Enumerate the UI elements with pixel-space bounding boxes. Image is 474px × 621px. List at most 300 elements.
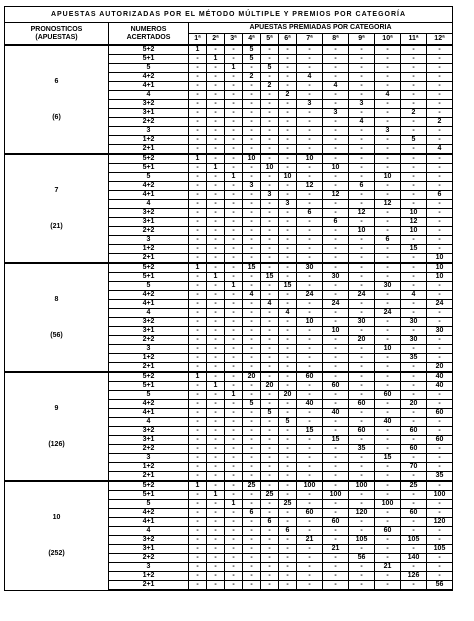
prize-count-cell: - (189, 73, 207, 82)
prize-count-cell: 105 (349, 536, 375, 545)
prize-count-cell: - (225, 145, 243, 155)
prize-count-cell: 1 (189, 372, 207, 382)
prize-count-cell: - (427, 354, 453, 363)
aciertos-cell: 2+2 (109, 554, 189, 563)
apuestas-count: (21) (50, 222, 63, 230)
aciertos-cell: 3+2 (109, 427, 189, 436)
prize-count-cell: - (323, 127, 349, 136)
prize-count-cell: - (261, 509, 279, 518)
prize-count-cell: - (427, 318, 453, 327)
prize-count-cell: - (279, 463, 297, 472)
prize-count-cell: - (225, 236, 243, 245)
prize-count-cell: - (207, 336, 225, 345)
prize-count-cell: - (261, 109, 279, 118)
prize-count-cell: - (401, 282, 427, 291)
aciertos-cell: 2+1 (109, 254, 189, 264)
prize-count-cell: - (207, 363, 225, 373)
prize-count-cell: - (243, 109, 261, 118)
prize-count-cell: - (297, 164, 323, 173)
prize-count-cell: 20 (401, 400, 427, 409)
prize-count-cell: - (225, 73, 243, 82)
prize-count-cell: - (375, 427, 401, 436)
prize-count-cell: 40 (427, 382, 453, 391)
prize-count-cell: - (349, 463, 375, 472)
prize-count-cell: - (225, 436, 243, 445)
prize-count-cell: - (279, 581, 297, 591)
prize-count-cell: - (261, 200, 279, 209)
prize-count-cell: 60 (401, 427, 427, 436)
prize-count-cell: - (349, 136, 375, 145)
prize-count-cell: - (243, 345, 261, 354)
prize-count-cell: - (297, 227, 323, 236)
category-header-5: 5ª (261, 34, 279, 46)
prize-count-cell: - (189, 91, 207, 100)
prize-count-cell: 30 (401, 336, 427, 345)
prize-count-cell: - (225, 554, 243, 563)
prize-count-cell: - (323, 336, 349, 345)
category-header-1: 1ª (189, 34, 207, 46)
prize-count-cell: - (243, 82, 261, 91)
aciertos-cell: 1+2 (109, 245, 189, 254)
prize-count-cell: - (427, 109, 453, 118)
prize-count-cell: - (243, 236, 261, 245)
prize-count-cell: 10 (401, 209, 427, 218)
aciertos-cell: 2+2 (109, 336, 189, 345)
prize-count-cell: - (243, 500, 261, 509)
prize-count-cell: - (189, 318, 207, 327)
prize-count-cell: 10 (297, 318, 323, 327)
prize-count-cell: - (427, 82, 453, 91)
prize-count-cell: - (189, 100, 207, 109)
prize-count-cell: - (207, 82, 225, 91)
prize-count-cell: - (349, 254, 375, 264)
prize-count-cell: 4 (375, 91, 401, 100)
prize-count-cell: - (323, 209, 349, 218)
prize-count-cell: 25 (401, 481, 427, 491)
prize-count-cell: - (427, 200, 453, 209)
prize-count-cell: 40 (297, 400, 323, 409)
prize-count-cell: - (375, 182, 401, 191)
prize-count-cell: - (225, 463, 243, 472)
prize-count-cell: - (225, 82, 243, 91)
prize-count-cell: - (297, 64, 323, 73)
category-header-12: 12ª (427, 34, 453, 46)
apuestas-count: (126) (48, 440, 65, 448)
prize-count-cell: - (323, 354, 349, 363)
prize-count-cell: - (297, 491, 323, 500)
prize-count-cell: - (261, 345, 279, 354)
prize-count-cell: - (279, 336, 297, 345)
prize-count-cell: 105 (401, 536, 427, 545)
prize-count-cell: - (427, 154, 453, 164)
table-row (5, 154, 453, 164)
prize-count-cell: - (207, 327, 225, 336)
aciertos-cell: 4 (109, 91, 189, 100)
prize-count-cell: - (279, 572, 297, 581)
prize-count-cell: - (349, 200, 375, 209)
prize-count-cell: - (207, 127, 225, 136)
prize-count-cell: - (349, 518, 375, 527)
header-numeros (109, 23, 189, 46)
prize-count-cell: - (349, 327, 375, 336)
prize-count-cell: - (427, 391, 453, 400)
prize-count-cell: - (323, 563, 349, 572)
table-row (5, 45, 453, 55)
aciertos-cell: 2+2 (109, 118, 189, 127)
prize-count-cell: - (323, 363, 349, 373)
prize-count-cell: - (207, 545, 225, 554)
prize-count-cell: 60 (349, 400, 375, 409)
prize-count-cell: - (189, 572, 207, 581)
prize-count-cell: 2 (401, 109, 427, 118)
prize-count-cell: - (243, 200, 261, 209)
prize-count-cell: - (243, 273, 261, 282)
prize-count-cell: - (349, 45, 375, 55)
prize-count-cell: - (243, 518, 261, 527)
prize-count-cell: - (207, 527, 225, 536)
prize-count-cell: - (349, 127, 375, 136)
prize-count-cell: - (243, 436, 261, 445)
prize-count-cell: - (375, 191, 401, 200)
prize-count-cell: - (261, 472, 279, 482)
header-pronosticos (5, 23, 109, 46)
prize-count-cell: - (279, 273, 297, 282)
aciertos-cell: 4 (109, 200, 189, 209)
prize-count-cell: - (375, 273, 401, 282)
prize-count-cell: - (207, 191, 225, 200)
prize-count-cell: - (225, 318, 243, 327)
table-row (5, 481, 453, 491)
prize-count-cell: - (279, 445, 297, 454)
prize-count-cell: - (427, 454, 453, 463)
prize-count-cell: - (189, 545, 207, 554)
prize-count-cell: - (349, 563, 375, 572)
prize-count-cell: - (375, 363, 401, 373)
prize-count-cell: - (401, 309, 427, 318)
prize-count-cell: - (427, 554, 453, 563)
prize-count-cell: - (375, 545, 401, 554)
prize-count-cell: - (225, 91, 243, 100)
prize-count-cell: - (349, 418, 375, 427)
prize-count-cell: - (279, 427, 297, 436)
prize-count-cell: 10 (375, 173, 401, 182)
prize-count-cell: 10 (375, 345, 401, 354)
category-header-9: 9ª (349, 34, 375, 46)
prize-count-cell: - (243, 382, 261, 391)
prize-count-cell: - (225, 55, 243, 64)
prize-count-cell: - (297, 391, 323, 400)
prize-count-cell: - (225, 472, 243, 482)
aciertos-cell: 4+1 (109, 82, 189, 91)
prize-count-cell: 10 (401, 227, 427, 236)
prize-count-cell: - (189, 363, 207, 373)
prize-count-cell: - (189, 581, 207, 591)
prize-count-cell: 30 (297, 263, 323, 273)
prize-count-cell: - (207, 254, 225, 264)
prize-count-cell: - (297, 563, 323, 572)
aciertos-cell: 4 (109, 418, 189, 427)
prize-count-cell: 5 (243, 400, 261, 409)
prize-count-cell: 1 (225, 500, 243, 509)
prize-count-cell: - (225, 354, 243, 363)
prize-count-cell: - (427, 236, 453, 245)
prize-count-cell: 25 (243, 481, 261, 491)
prize-count-cell: - (375, 436, 401, 445)
prize-count-cell: - (349, 263, 375, 273)
prize-count-cell: - (261, 136, 279, 145)
prize-count-cell: - (323, 309, 349, 318)
aciertos-cell: 5 (109, 64, 189, 73)
prize-count-cell: - (323, 145, 349, 155)
prize-count-cell: - (279, 481, 297, 491)
prize-count-cell: - (261, 400, 279, 409)
prize-count-cell: - (427, 463, 453, 472)
prize-count-cell: - (189, 300, 207, 309)
prize-count-cell: 60 (323, 518, 349, 527)
prize-count-cell: - (225, 581, 243, 591)
prize-count-cell: - (225, 127, 243, 136)
prize-count-cell: 2 (243, 73, 261, 82)
prize-count-cell: - (401, 327, 427, 336)
prize-count-cell: - (375, 354, 401, 363)
prize-count-cell: - (427, 282, 453, 291)
prize-count-cell: - (261, 263, 279, 273)
prize-count-cell: - (225, 327, 243, 336)
prize-count-cell: - (323, 245, 349, 254)
aciertos-cell: 3+2 (109, 536, 189, 545)
prize-count-cell: - (375, 45, 401, 55)
prize-count-cell: 60 (375, 391, 401, 400)
prize-count-cell: - (279, 109, 297, 118)
prize-count-cell: - (243, 173, 261, 182)
prize-count-cell: - (243, 136, 261, 145)
aciertos-cell: 4+2 (109, 509, 189, 518)
prize-count-cell: - (401, 500, 427, 509)
prize-count-cell: - (243, 145, 261, 155)
prize-count-cell: - (207, 572, 225, 581)
prize-count-cell: - (207, 509, 225, 518)
prize-count-cell: - (427, 100, 453, 109)
apuestas-count: (6) (52, 113, 61, 121)
prize-count-cell: - (243, 409, 261, 418)
prize-count-cell: - (207, 300, 225, 309)
prize-count-cell: 60 (427, 409, 453, 418)
prize-count-cell: - (401, 64, 427, 73)
prize-count-cell: - (189, 273, 207, 282)
prize-count-cell: - (375, 581, 401, 591)
pronostico-number: 6 (54, 77, 59, 85)
prize-count-cell: 120 (427, 518, 453, 527)
prize-count-cell: - (189, 500, 207, 509)
prize-count-cell: - (323, 173, 349, 182)
prize-count-cell: - (427, 309, 453, 318)
prize-count-cell: - (225, 545, 243, 554)
prize-count-cell: - (323, 227, 349, 236)
prize-count-cell: - (225, 136, 243, 145)
prize-count-cell: - (243, 527, 261, 536)
prize-count-cell: - (189, 463, 207, 472)
prize-count-cell: - (323, 136, 349, 145)
prize-count-cell: - (427, 127, 453, 136)
prize-count-cell: - (225, 300, 243, 309)
prize-count-cell: - (189, 145, 207, 155)
prize-count-cell: - (323, 427, 349, 436)
prize-count-cell: - (189, 336, 207, 345)
prize-count-cell: - (279, 263, 297, 273)
prize-count-cell: - (297, 282, 323, 291)
aciertos-cell: 3+2 (109, 318, 189, 327)
prize-count-cell: 20 (243, 372, 261, 382)
prize-count-cell: 6 (349, 182, 375, 191)
prize-count-cell: - (375, 64, 401, 73)
prize-count-cell: 4 (261, 300, 279, 309)
prize-count-cell: - (261, 363, 279, 373)
prize-count-cell: 10 (427, 263, 453, 273)
prize-count-cell: - (297, 354, 323, 363)
prize-count-cell: - (279, 227, 297, 236)
prize-count-cell: - (349, 436, 375, 445)
prize-count-cell: 4 (323, 82, 349, 91)
prize-count-cell: - (297, 236, 323, 245)
prize-count-cell: - (401, 372, 427, 382)
prize-count-cell: 56 (349, 554, 375, 563)
prize-count-cell: - (261, 391, 279, 400)
prize-count-cell: 30 (375, 282, 401, 291)
prize-count-cell: - (401, 273, 427, 282)
prize-count-cell: - (323, 500, 349, 509)
pronostico-cell (5, 45, 109, 154)
prize-count-cell: - (375, 491, 401, 500)
prize-count-cell: 10 (297, 154, 323, 164)
prize-count-cell: 35 (427, 472, 453, 482)
prize-count-cell: 3 (323, 109, 349, 118)
prize-count-cell: - (297, 472, 323, 482)
prize-count-cell: - (207, 218, 225, 227)
prize-count-cell: - (189, 563, 207, 572)
prize-count-cell: - (261, 481, 279, 491)
prize-count-cell: - (279, 291, 297, 300)
prize-count-cell: 100 (349, 481, 375, 491)
prize-count-cell: - (261, 463, 279, 472)
prize-count-cell: - (375, 481, 401, 491)
prize-count-cell: - (297, 118, 323, 127)
prize-count-cell: - (297, 45, 323, 55)
prize-count-cell: - (349, 345, 375, 354)
category-header-8: 8ª (323, 34, 349, 46)
prize-count-cell: - (243, 227, 261, 236)
apuestas-count: (56) (50, 331, 63, 339)
prize-count-cell: - (279, 400, 297, 409)
aciertos-cell: 5+1 (109, 382, 189, 391)
prize-count-cell: - (323, 527, 349, 536)
prize-count-cell: - (323, 454, 349, 463)
prize-count-cell: - (261, 245, 279, 254)
prize-count-cell: - (261, 254, 279, 264)
prize-count-cell: - (189, 491, 207, 500)
prize-count-cell: - (297, 109, 323, 118)
prize-count-cell: - (243, 282, 261, 291)
prize-count-cell: - (189, 291, 207, 300)
prize-count-cell: - (349, 154, 375, 164)
prize-count-cell: - (207, 436, 225, 445)
prize-count-cell: 10 (279, 173, 297, 182)
aciertos-cell: 1+2 (109, 463, 189, 472)
prize-count-cell: - (401, 164, 427, 173)
prize-count-cell: - (297, 436, 323, 445)
prize-count-cell: - (401, 82, 427, 91)
prize-count-cell: - (243, 209, 261, 218)
prize-count-cell: 1 (189, 481, 207, 491)
prize-count-cell: - (323, 100, 349, 109)
prize-count-cell: - (279, 45, 297, 55)
aciertos-cell: 4 (109, 527, 189, 536)
prize-count-cell: 15 (375, 454, 401, 463)
aciertos-cell: 3 (109, 563, 189, 572)
prize-count-cell: - (323, 554, 349, 563)
pronostico-cell (5, 372, 109, 481)
prize-count-cell: 12 (323, 191, 349, 200)
prize-count-cell: - (225, 182, 243, 191)
prize-count-cell: 15 (243, 263, 261, 273)
prize-count-cell: - (225, 527, 243, 536)
prize-count-cell: 6 (243, 509, 261, 518)
prize-count-cell: - (401, 118, 427, 127)
prize-count-cell: - (225, 491, 243, 500)
prize-count-cell: - (375, 472, 401, 482)
prize-count-cell: - (243, 318, 261, 327)
prize-count-cell: - (189, 55, 207, 64)
aciertos-cell: 4+2 (109, 400, 189, 409)
prize-count-cell: - (189, 191, 207, 200)
prize-count-cell: - (207, 354, 225, 363)
prize-count-cell: - (401, 518, 427, 527)
prize-count-cell: - (207, 263, 225, 273)
prize-count-cell: - (261, 209, 279, 218)
prize-count-cell: - (243, 245, 261, 254)
prize-count-cell: 40 (323, 409, 349, 418)
prize-count-cell: - (323, 254, 349, 264)
prize-count-cell: 10 (349, 227, 375, 236)
prize-count-cell: - (323, 345, 349, 354)
prize-count-cell: - (243, 336, 261, 345)
prize-count-cell: - (401, 254, 427, 264)
table-row (5, 372, 453, 382)
prize-count-cell: - (189, 418, 207, 427)
prize-count-cell: - (297, 136, 323, 145)
prize-count-cell: - (401, 545, 427, 554)
prize-count-cell: - (207, 73, 225, 82)
aciertos-cell: 3+1 (109, 545, 189, 554)
prize-count-cell: - (189, 82, 207, 91)
prize-count-cell: - (401, 263, 427, 273)
prize-count-cell: 20 (261, 382, 279, 391)
prize-count-cell: - (279, 363, 297, 373)
aciertos-cell: 2+2 (109, 445, 189, 454)
prize-count-cell: - (401, 563, 427, 572)
prize-count-cell: 15 (401, 245, 427, 254)
prize-count-cell: - (243, 563, 261, 572)
prize-count-cell: - (279, 409, 297, 418)
prize-count-cell: - (349, 372, 375, 382)
prize-count-cell: - (189, 64, 207, 73)
prize-count-cell: - (297, 554, 323, 563)
prize-count-cell: - (401, 200, 427, 209)
prize-count-cell: - (189, 436, 207, 445)
header-numeros-line2: ACERTADOS (126, 33, 171, 41)
prize-count-cell: - (427, 164, 453, 173)
prize-count-cell: - (427, 227, 453, 236)
aciertos-cell: 5+2 (109, 45, 189, 55)
